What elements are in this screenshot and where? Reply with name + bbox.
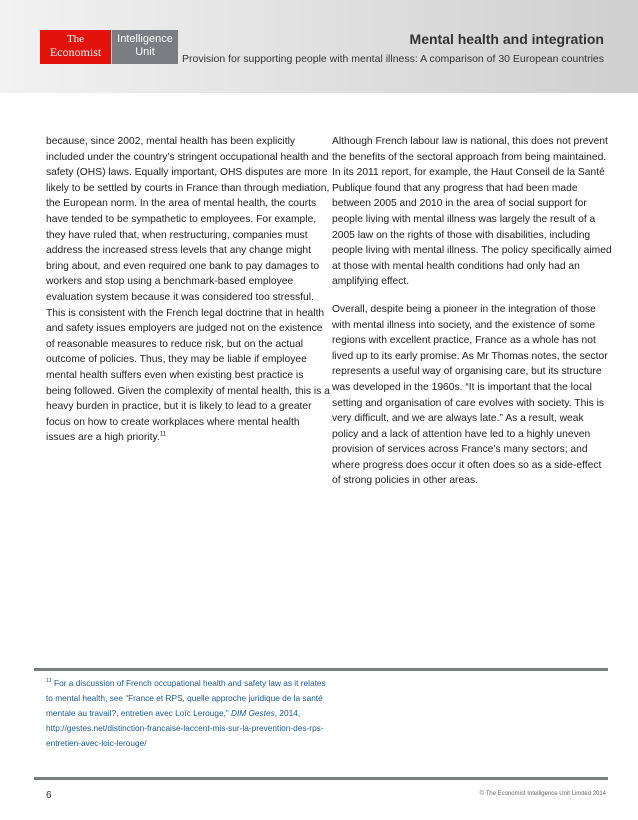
copyright-notice: © The Economist Intelligence Unit Limited 2014: [479, 791, 606, 797]
footnote-link[interactable]: , 2014, http://gestes.net/distinction-francaise-laccent-mis-sur-la-prevention-des-rps-entretien-avec-loic-lerouge/: [46, 708, 324, 748]
body-paragraph: Overall, despite being a pioneer in the integration of those with mental illness into society, and the existence of some regions with excellent practice, France as a whole has not lived up to its early promise. As Mr Thomas notes, the sector represents a useful way of organising care, but its structure was developed in the 1960s. “It is important that the local setting and organisation of care evolves with society. This is very difficult, and we are always late.” As a result, weak policy and a lack of attention have led to a highly uneven provision of services across France’s many sectors; and where progress does occur it often does so as a side-effect of strong policies in other areas.: [332, 303, 608, 487]
footnote-number: 11: [46, 678, 52, 685]
page-number: 6: [46, 790, 52, 801]
footnote-text: For a discussion of French occupational health and safety law as it relates to mental health, see “France et RPS, quelle approche juridique de la santé mentale au travail?, entretien avec Loïc Lerouge,”: [46, 678, 326, 718]
economist-logo-line2: Economist: [49, 45, 102, 59]
paragraph-text: because, since 2002, mental health has been explicitly included under the country’s stringent occupational health and safety (OHS) laws. Equally important, OHS disputes are more likely to be settled by courts in France than through mediation, the European norm. In the area of mental health, the courts have tended to be sympathetic to employees. For example, they have ruled that, when restructuring, companies must address the increased stress levels that any change might bring about, and even required one bank to pay damages to workers and stop using a benchmark-based employee evaluation system because it was considered too stressful. This is consistent with the French legal doctrine that in health and safety issues employers are judged not on the existence of reasonable measures to reduce risk, but on the actual outcome of policies. Thus, they may be liable if employee mental health suffers even when existing best practice is being followed. Given the complexity of mental health, this is a heavy burden in practice, but it is likely to lead to a greater focus on how to create workplaces where mental health issues are a high priority.: [46, 136, 330, 444]
body-paragraph: [46, 134, 330, 446]
footnote-divider: [34, 668, 608, 671]
body-paragraph: Although French labour law is national, this does not prevent the benefits of the sectoral approach from being maintained. In its 2011 report, for example, the Haut Conseil de la Santé Publique found that any progress that had been made between 2005 and 2010 in the area of social support for people living with mental illness was largely the result of a 2005 law on the rights of those with disabilities, including people living with mental illness. The policy specifically aimed at those with mental health conditions had only had an amplifying effect.: [332, 136, 612, 288]
footnote-source: DIM Gestes: [230, 708, 275, 718]
economist-logo: [40, 30, 111, 64]
left-column: [46, 134, 330, 458]
economist-logo-line1: The: [66, 33, 85, 45]
page-header: [0, 0, 638, 93]
document-subtitle: Provision for supporting people with mental illness: A comparison of 30 European countries: [182, 53, 604, 65]
footnote-reference[interactable]: 11: [159, 431, 166, 438]
footnote: [46, 676, 326, 751]
intelligence-unit-logo: [112, 30, 178, 64]
iu-logo-line2: Unit: [135, 46, 155, 58]
iu-logo-line1: Intelligence: [117, 33, 173, 45]
footer-divider: [34, 777, 608, 780]
document-title: Mental health and integration: [409, 31, 604, 47]
right-column: [332, 134, 612, 501]
